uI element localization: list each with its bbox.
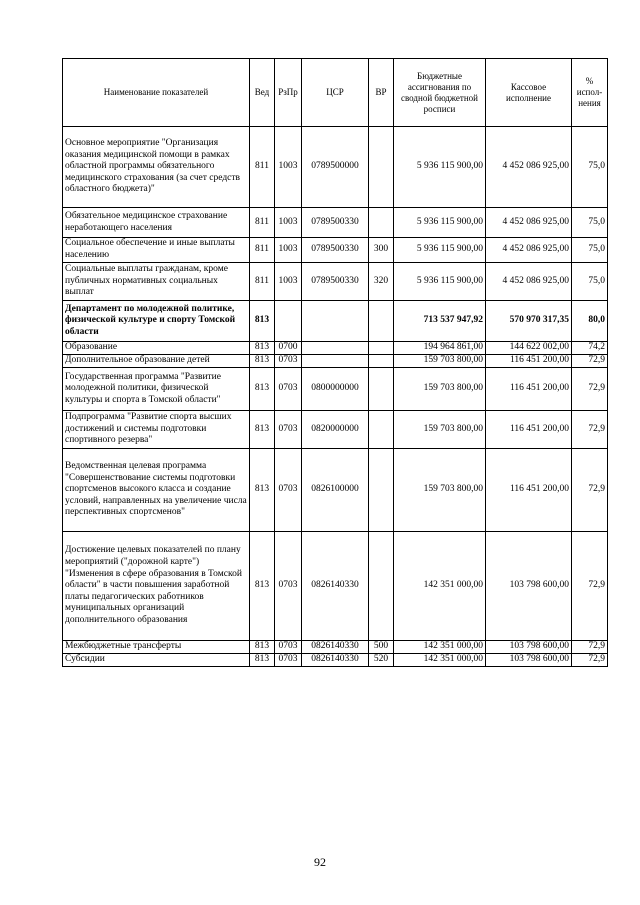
cell-cash: 144 622 002,00 [486,342,572,355]
cell-rzpr: 0703 [275,355,302,368]
cell-budget: 713 537 947,92 [394,301,486,342]
cell-percent: 74,2 [572,342,608,355]
cell-rzpr: 0703 [275,532,302,641]
cell-ved: 811 [250,263,275,301]
table-row [63,449,608,532]
cell-percent: 80,0 [572,301,608,342]
cell-cash: 116 451 200,00 [486,411,572,449]
cell-ved: 813 [250,449,275,532]
cell-vr [369,301,394,342]
cell-csr: 0826140330 [302,532,369,641]
cell-budget: 194 964 861,00 [394,342,486,355]
cell-percent: 72,9 [572,368,608,411]
cell-name: Дополнительное образование детей [63,355,250,368]
cell-budget: 159 703 800,00 [394,449,486,532]
cell-budget: 5 936 115 900,00 [394,238,486,263]
cell-vr: 320 [369,263,394,301]
table-row [63,342,608,355]
table-row [63,208,608,238]
page-number: 92 [314,855,326,869]
cell-ved: 813 [250,342,275,355]
table-row [63,127,608,208]
cell-vr: 500 [369,641,394,654]
cell-ved: 813 [250,368,275,411]
header-cash: Кассовое исполнение [486,59,572,127]
cell-name: Достижение целевых показателей по плану мероприятий ("дорожной карте") "Изменения в сфере образования в Томской области" в части повышения заработной платы педагогических работников муниципальных организаций дополнительного образования [63,532,250,641]
cell-name: Образование [63,342,250,355]
cell-cash: 4 452 086 925,00 [486,127,572,208]
cell-percent: 72,9 [572,355,608,368]
header-csr: ЦСР [302,59,369,127]
cell-cash: 570 970 317,35 [486,301,572,342]
cell-csr: 0789500330 [302,208,369,238]
cell-name: Межбюджетные трансферты [63,641,250,654]
cell-vr [369,127,394,208]
cell-rzpr: 0703 [275,449,302,532]
cell-csr: 0789500330 [302,263,369,301]
table-row [63,411,608,449]
cell-csr: 0789500000 [302,127,369,208]
cell-cash: 116 451 200,00 [486,368,572,411]
cell-budget: 5 936 115 900,00 [394,127,486,208]
header-vr: ВР [369,59,394,127]
cell-vr: 520 [369,654,394,667]
cell-rzpr: 1003 [275,127,302,208]
cell-vr [369,355,394,368]
cell-percent: 75,0 [572,208,608,238]
cell-percent: 75,0 [572,263,608,301]
cell-ved: 811 [250,208,275,238]
cell-csr: 0826140330 [302,654,369,667]
cell-budget: 159 703 800,00 [394,368,486,411]
cell-vr [369,368,394,411]
cell-ved: 813 [250,641,275,654]
cell-csr: 0820000000 [302,411,369,449]
header-name: Наименование показателей [63,59,250,127]
cell-ved: 813 [250,355,275,368]
cell-name: Государственная программа "Развитие молодежной политики, физической культуры и спорта в Томской области" [63,368,250,411]
cell-budget: 142 351 000,00 [394,641,486,654]
header-percent: % испол- нения [572,59,608,127]
cell-csr: 0800000000 [302,368,369,411]
cell-budget: 5 936 115 900,00 [394,208,486,238]
table-row [63,641,608,654]
cell-vr: 300 [369,238,394,263]
cell-ved: 813 [250,411,275,449]
cell-cash: 4 452 086 925,00 [486,208,572,238]
cell-percent: 72,9 [572,532,608,641]
cell-csr: 0826100000 [302,449,369,532]
cell-rzpr: 0703 [275,654,302,667]
cell-vr [369,532,394,641]
cell-rzpr: 0703 [275,641,302,654]
cell-name: Департамент по молодежной политике, физической культуре и спорту Томской области [63,301,250,342]
table-row [63,355,608,368]
cell-percent: 72,9 [572,654,608,667]
cell-vr [369,449,394,532]
cell-budget: 159 703 800,00 [394,411,486,449]
cell-cash: 116 451 200,00 [486,449,572,532]
cell-vr [369,411,394,449]
cell-rzpr: 1003 [275,238,302,263]
cell-rzpr: 0703 [275,368,302,411]
cell-budget: 142 351 000,00 [394,532,486,641]
cell-percent: 72,9 [572,449,608,532]
cell-csr [302,301,369,342]
table-row [63,301,608,342]
cell-csr: 0826140330 [302,641,369,654]
cell-ved: 811 [250,238,275,263]
cell-ved: 811 [250,127,275,208]
cell-name: Обязательное медицинское страхование неработающего населения [63,208,250,238]
cell-vr [369,208,394,238]
cell-percent: 72,9 [572,641,608,654]
table-row [63,654,608,667]
cell-cash: 103 798 600,00 [486,532,572,641]
cell-rzpr: 1003 [275,208,302,238]
cell-csr: 0789500330 [302,238,369,263]
cell-name: Субсидии [63,654,250,667]
budget-execution-table [62,58,608,667]
cell-percent: 75,0 [572,238,608,263]
header-ved: Вед [250,59,275,127]
cell-csr [302,342,369,355]
cell-rzpr: 1003 [275,263,302,301]
cell-ved: 813 [250,654,275,667]
cell-budget: 5 936 115 900,00 [394,263,486,301]
cell-rzpr: 0703 [275,411,302,449]
cell-cash: 103 798 600,00 [486,641,572,654]
cell-budget: 142 351 000,00 [394,654,486,667]
cell-cash: 116 451 200,00 [486,355,572,368]
table-row [63,368,608,411]
cell-name: Социальное обеспечение и иные выплаты населению [63,238,250,263]
table-row [63,263,608,301]
table-row [63,238,608,263]
cell-ved: 813 [250,301,275,342]
cell-name: Социальные выплаты гражданам, кроме публичных нормативных социальных выплат [63,263,250,301]
cell-rzpr [275,301,302,342]
header-budget: Бюджетные ассигнования по сводной бюджетной росписи [394,59,486,127]
cell-cash: 103 798 600,00 [486,654,572,667]
cell-rzpr: 0700 [275,342,302,355]
cell-cash: 4 452 086 925,00 [486,263,572,301]
cell-name: Основное мероприятие "Организация оказания медицинской помощи в рамках областной программы обязательного медицинского страхования (за счет средств областного бюджета)" [63,127,250,208]
cell-budget: 159 703 800,00 [394,355,486,368]
table-header-row [63,59,608,127]
cell-percent: 72,9 [572,411,608,449]
cell-ved: 813 [250,532,275,641]
cell-cash: 4 452 086 925,00 [486,238,572,263]
cell-vr [369,342,394,355]
cell-name: Подпрограмма "Развитие спорта высших достижений и системы подготовки спортивного резерва" [63,411,250,449]
cell-csr [302,355,369,368]
cell-percent: 75,0 [572,127,608,208]
table-row [63,532,608,641]
header-rzpr: РзПр [275,59,302,127]
cell-name: Ведомственная целевая программа "Совершенствование системы подготовки спортсменов высокого класса и создание условий, направленных на увеличение числа перспективных спортсменов" [63,449,250,532]
